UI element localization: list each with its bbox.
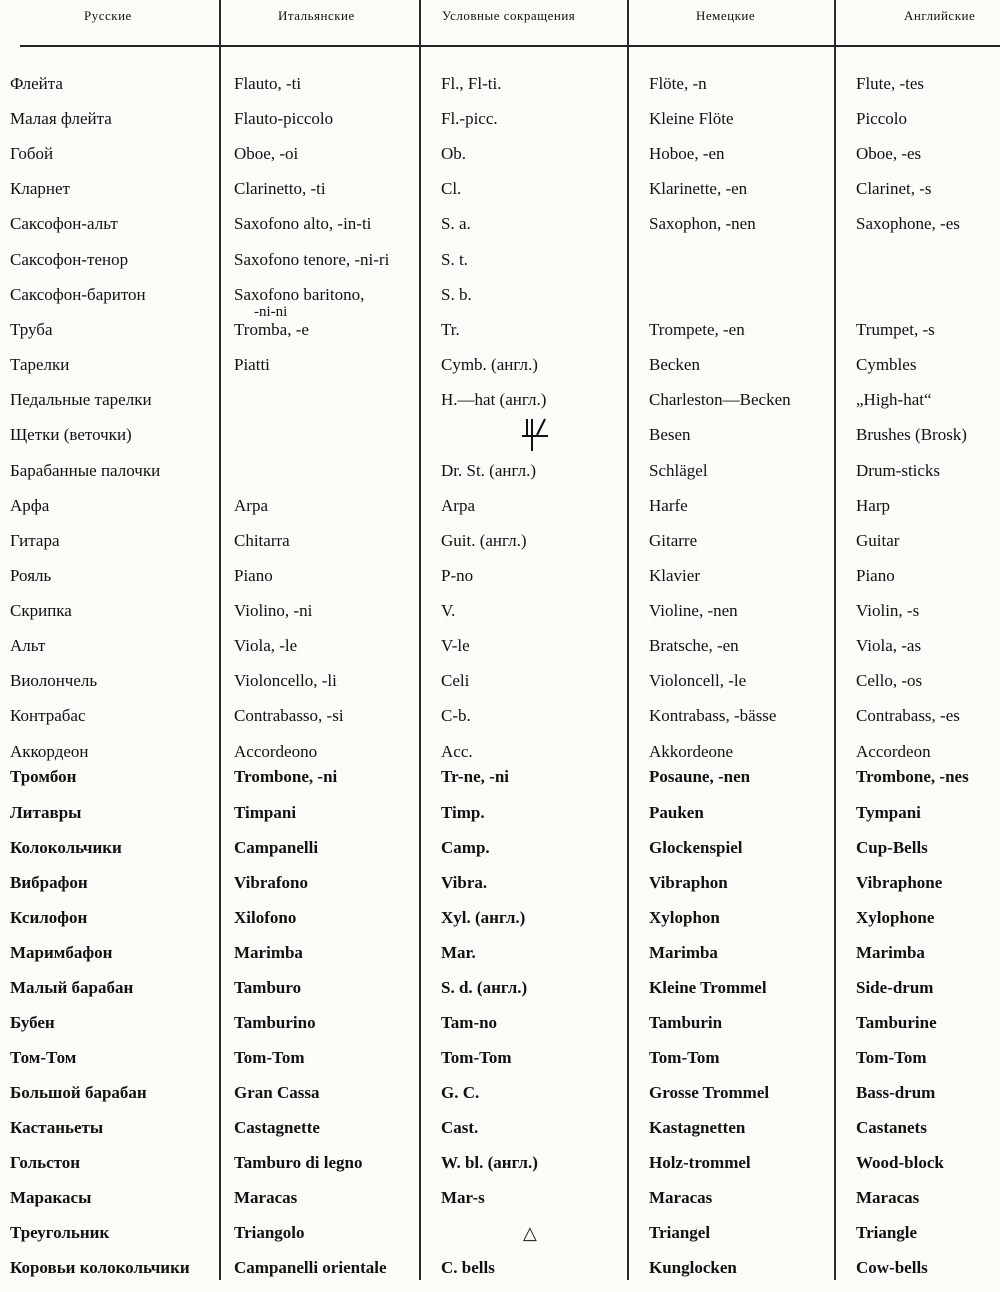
table-row (0, 461, 1000, 495)
abbreviation: Vibra. (441, 873, 488, 892)
table-row (0, 1223, 1000, 1257)
german-name: Kastagnetten (649, 1118, 746, 1137)
abbreviation: Cl. (441, 179, 462, 198)
german-name: Harfe (649, 496, 688, 515)
english-name: Drum-sticks (856, 461, 941, 480)
russian-name: Кастаньеты (10, 1118, 104, 1137)
german-name: Klavier (649, 566, 700, 585)
german-name: Kunglocken (649, 1258, 737, 1277)
table-row (0, 355, 1000, 389)
english-name: Trumpet, -s (856, 320, 935, 339)
table-row (0, 636, 1000, 670)
italian-name: Tom-Tom (234, 1048, 305, 1067)
russian-name: Ксилофон (10, 908, 88, 927)
abbreviation: S. a. (441, 214, 471, 233)
english-name: Maracas (856, 1188, 920, 1207)
italian-name: Vibrafono (234, 873, 308, 892)
abbreviation: Cast. (441, 1118, 479, 1137)
english-name: Bass-drum (856, 1083, 936, 1102)
table-row (0, 1118, 1000, 1152)
italian-name-continuation: -ni-ni (254, 304, 288, 320)
english-name: Saxophone, -es (856, 214, 960, 233)
english-name: Tympani (856, 803, 921, 822)
german-name: Violine, -nen (649, 601, 738, 620)
english-name: Violin, -s (856, 601, 920, 620)
table-row (0, 1153, 1000, 1187)
english-name: Flute, -tes (856, 74, 924, 93)
russian-name: Тарелки (10, 355, 70, 374)
russian-name: Тромбон (10, 767, 77, 786)
russian-name: Щетки (веточки) (10, 425, 132, 444)
german-name: Kleine Trommel (649, 978, 767, 997)
english-name: Cow-bells (856, 1258, 928, 1277)
russian-name: Гобой (10, 144, 54, 163)
russian-name: Контрабас (10, 706, 86, 725)
table-row (0, 601, 1000, 635)
italian-name: Timpani (234, 803, 297, 822)
german-name: Saxophon, -nen (649, 214, 756, 233)
abbreviation: C-b. (441, 706, 471, 725)
abbreviation: Dr. St. (англ.) (441, 461, 536, 480)
russian-name: Гольстон (10, 1153, 81, 1172)
russian-name: Саксофон-тенор (10, 250, 129, 269)
russian-name: Саксофон-баритон (10, 285, 146, 304)
english-name: Cymbles (856, 355, 917, 374)
table-row (0, 1258, 1000, 1292)
abbreviation: Cymb. (англ.) (441, 355, 538, 374)
table-row (0, 978, 1000, 1012)
table-row (0, 873, 1000, 907)
abbreviation: G. C. (441, 1083, 480, 1102)
english-name: Viola, -as (856, 636, 922, 655)
italian-name: Arpa (234, 496, 268, 515)
english-name: Piano (856, 566, 895, 585)
table-row (0, 179, 1000, 213)
italian-name: Maracas (234, 1188, 298, 1207)
table-row (0, 425, 1000, 459)
german-name: Trompete, -en (649, 320, 745, 339)
german-name: Triangel (649, 1223, 711, 1242)
abbreviation: Mar-s (441, 1188, 485, 1207)
abbreviation: P-no (441, 566, 474, 585)
italian-name-cell (234, 285, 364, 319)
abbreviation: S. d. (англ.) (441, 978, 528, 997)
abbreviation: V-le (441, 636, 470, 655)
italian-name: Tamburo di legno (234, 1153, 363, 1172)
italian-name: Violino, -ni (234, 601, 313, 620)
table-row (0, 767, 1000, 801)
english-name: Cello, -os (856, 671, 923, 690)
german-name: Kleine Flöte (649, 109, 734, 128)
italian-name: Chitarra (234, 531, 290, 550)
russian-name: Большой барабан (10, 1083, 147, 1102)
german-name: Grosse Trommel (649, 1083, 770, 1102)
abbreviation: Camp. (441, 838, 490, 857)
header-german: Немецкие (696, 8, 756, 23)
german-name: Hoboe, -en (649, 144, 725, 163)
german-name: Bratsche, -en (649, 636, 739, 655)
english-name: Triangle (856, 1223, 918, 1242)
german-name: Maracas (649, 1188, 713, 1207)
german-name: Holz-trommel (649, 1153, 751, 1172)
russian-name: Маримбафон (10, 943, 113, 962)
italian-name: Piatti (234, 355, 270, 374)
abbreviation: H.—hat (англ.) (441, 390, 547, 409)
english-name: Side-drum (856, 978, 934, 997)
english-name: Cup-Bells (856, 838, 928, 857)
table-row (0, 496, 1000, 530)
table-row (0, 838, 1000, 872)
german-name: Marimba (649, 943, 718, 962)
italian-name: Violoncello, -li (234, 671, 337, 690)
abbreviation: Tom-Tom (441, 1048, 512, 1067)
abbreviation: Ob. (441, 144, 467, 163)
russian-name: Кларнет (10, 179, 70, 198)
table-row (0, 390, 1000, 424)
russian-name: Барабанные палочки (10, 461, 161, 480)
abbreviation: Acc. (441, 742, 473, 761)
abbreviation: S. b. (441, 285, 472, 304)
russian-name: Саксофон-альт (10, 214, 118, 233)
italian-name: Saxofono alto, -in-ti (234, 214, 372, 233)
italian-name: Tamburino (234, 1013, 316, 1032)
english-name: Castanets (856, 1118, 927, 1137)
table-row (0, 214, 1000, 248)
english-name: Harp (856, 496, 890, 515)
german-name: Vibraphon (649, 873, 728, 892)
table-row (0, 566, 1000, 600)
italian-name: Marimba (234, 943, 303, 962)
german-name: Pauken (649, 803, 704, 822)
italian-name: Gran Cassa (234, 1083, 320, 1102)
english-name: Clarinet, -s (856, 179, 932, 198)
italian-name: Clarinetto, -ti (234, 179, 326, 198)
abbreviation: Guit. (англ.) (441, 531, 527, 550)
russian-name: Маракасы (10, 1188, 92, 1207)
russian-name: Альт (10, 636, 46, 655)
table-row (0, 1048, 1000, 1082)
abbreviation: Tr-ne, -ni (441, 767, 509, 786)
russian-name: Малый барабан (10, 978, 134, 997)
russian-name: Том-Том (10, 1048, 77, 1067)
english-name: Accordeon (856, 742, 931, 761)
italian-name: Flauto-piccolo (234, 109, 334, 128)
german-name: Xylophon (649, 908, 720, 927)
german-name: Tamburin (649, 1013, 723, 1032)
table-row (0, 531, 1000, 565)
english-name: Contrabass, -es (856, 706, 960, 725)
table-row (0, 109, 1000, 143)
table-row (0, 1083, 1000, 1117)
italian-name: Flauto, -ti (234, 74, 302, 93)
english-name: Tamburine (856, 1013, 937, 1032)
russian-name: Рояль (10, 566, 52, 585)
table-row (0, 943, 1000, 977)
table-row (0, 706, 1000, 740)
german-name: Besen (649, 425, 691, 444)
english-name: Marimba (856, 943, 925, 962)
abbreviation: Arpa (441, 496, 475, 515)
abbreviation: Tr. (441, 320, 460, 339)
german-name: Schlägel (649, 461, 708, 480)
german-name: Akkordeone (649, 742, 734, 761)
table-row (0, 671, 1000, 705)
russian-name: Педальные тарелки (10, 390, 152, 409)
english-name: Tom-Tom (856, 1048, 927, 1067)
german-name: Charleston—Becken (649, 390, 791, 409)
table-row (0, 908, 1000, 942)
german-name: Tom-Tom (649, 1048, 720, 1067)
english-name: Piccolo (856, 109, 907, 128)
header-divider (20, 45, 1000, 47)
german-name: Kontrabass, -bässe (649, 706, 777, 725)
table-row (0, 320, 1000, 354)
russian-name: Труба (10, 320, 53, 339)
italian-name: Piano (234, 566, 273, 585)
english-name: „High-hat“ (856, 390, 932, 409)
russian-name: Бубен (10, 1013, 55, 1032)
russian-name: Аккордеон (10, 742, 89, 761)
russian-name: Виолончель (10, 671, 98, 690)
russian-name: Малая флейта (10, 109, 112, 128)
table-row (0, 803, 1000, 837)
abbreviation: W. bl. (англ.) (441, 1153, 538, 1172)
russian-name: Гитара (10, 531, 60, 550)
english-name: Vibraphone (856, 873, 943, 892)
russian-name: Флейта (10, 74, 63, 93)
russian-name: Арфа (10, 496, 50, 515)
abbreviation: S. t. (441, 250, 468, 269)
header-italian: Итальянские (278, 8, 355, 23)
italian-name: Castagnette (234, 1118, 320, 1137)
italian-name: Viola, -le (234, 636, 298, 655)
abbreviation: Fl.-picc. (441, 109, 498, 128)
triangle-symbol-icon: △ (523, 1223, 537, 1243)
abbreviation: V. (441, 601, 456, 620)
german-name: Flöte, -n (649, 74, 707, 93)
russian-name: Коровьи колокольчики (10, 1258, 190, 1277)
german-name: Glockenspiel (649, 838, 743, 857)
abbreviation: Fl., Fl-ti. (441, 74, 502, 93)
abbreviation: C. bells (441, 1258, 495, 1277)
italian-name: Trombone, -ni (234, 767, 338, 786)
abbreviation: Mar. (441, 943, 476, 962)
english-name: Guitar (856, 531, 900, 550)
german-name: Klarinette, -en (649, 179, 748, 198)
abbreviation: Celi (441, 671, 470, 690)
english-name: Oboe, -es (856, 144, 922, 163)
italian-name: Accordeono (234, 742, 318, 761)
german-name: Posaune, -nen (649, 767, 751, 786)
table-row (0, 144, 1000, 178)
italian-name: Tromba, -e (234, 320, 309, 339)
italian-name: Oboe, -oi (234, 144, 299, 163)
header-english: Английские (904, 8, 976, 23)
abbreviation: Tam-no (441, 1013, 498, 1032)
german-name: Becken (649, 355, 700, 374)
header-russian: Русские (84, 8, 132, 23)
italian-name: Tamburo (234, 978, 302, 997)
italian-name: Xilofono (234, 908, 297, 927)
table-header (0, 0, 1000, 44)
italian-name: Triangolo (234, 1223, 305, 1242)
brush-symbol-icon (521, 417, 551, 457)
russian-name: Литавры (10, 803, 82, 822)
abbreviation: Timp. (441, 803, 485, 822)
table-row (0, 285, 1000, 319)
italian-name: Campanelli (234, 838, 319, 857)
abbreviation (441, 1223, 537, 1244)
english-name: Brushes (Brosk) (856, 425, 967, 444)
table-row (0, 74, 1000, 108)
abbreviation: Xyl. (англ.) (441, 908, 526, 927)
table-row (0, 1188, 1000, 1222)
german-name: Gitarre (649, 531, 698, 550)
table-row (0, 250, 1000, 284)
russian-name: Скрипка (10, 601, 72, 620)
italian-name: Contrabasso, -si (234, 706, 344, 725)
english-name: Wood-block (856, 1153, 944, 1172)
russian-name: Колокольчики (10, 838, 122, 857)
german-name: Violoncell, -le (649, 671, 747, 690)
russian-name: Вибрафон (10, 873, 88, 892)
header-abbreviations: Условные сокращения (442, 8, 576, 23)
italian-name: Saxofono baritono, (234, 285, 365, 304)
table-row (0, 1013, 1000, 1047)
italian-name: Campanelli orientale (234, 1258, 387, 1277)
russian-name: Треугольник (10, 1223, 110, 1242)
english-name: Xylophone (856, 908, 935, 927)
english-name: Trombone, -nes (856, 767, 969, 786)
italian-name: Saxofono tenore, -ni-ri (234, 250, 390, 269)
